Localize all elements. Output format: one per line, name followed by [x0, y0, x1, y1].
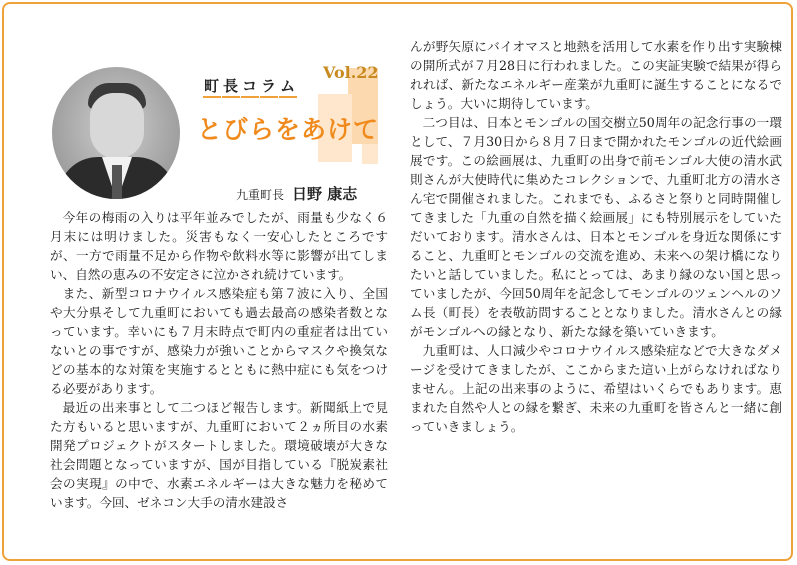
author-byline — [236, 183, 357, 204]
paragraph: 今年の梅雨の入りは平年並みでしたが、雨量も少なく６月末には明けました。災害もなく一安心したところですが、一方で雨量不足から作物や飲料水等に影響が出てしまい、自然の恵みの不安定さに泣かされ続けています。 — [50, 210, 388, 282]
author-role: 九重町長 — [236, 188, 285, 202]
paragraph: 二つ目は、日本とモンゴルの国交樹立50周年の記念行事の一環として、７月30日から８月７日まで開かれたモンゴルの近代絵画展です。この絵画展は、九重町の出身で前モンゴル大使の清水武則さんが大使時代に集めたコレクションで、九重町北方の清水さん宅で開催されました。これまでも、ふるさと祭りと同時開催してきました「九重の自然を描く絵画展」にも特別展示をしていただいております。清水さんは、日本とモンゴルを身近な関係にすること、九重町とモンゴルの交流を進め、未来への架け橋になりたいと話していました。私にとっては、あまり縁のない国と思っていましたが、今回50周年を記念してモンゴルのツェンヘルのソム長（町長）を表敬訪問することとなりました。清水さんとの縁がモンゴルへの縁となり、新たな縁を築いていきます。 — [410, 115, 782, 339]
right-text-column — [410, 37, 782, 436]
volume-number: Vol.22 — [323, 63, 379, 82]
paragraph: 最近の出来事として二つほど報告します。新聞紙上で見た方もいると思いますが、九重町において２ヵ所目の水素開発プロジェクトがスタートしました。環境破壊が大きな社会問題となっていますが、国が目指している『脱炭素社会の実現』の中で、水素エネルギーは大きな魅力を秘めています。今回、ゼネコン大手の清水建設さ — [50, 400, 388, 510]
left-text-column — [50, 208, 388, 512]
column-label: 町 長 コ ラ ム — [203, 75, 298, 98]
column-title: とびらをあけて — [197, 115, 380, 144]
paragraph: んが野矢原にバイオマスと地熱を活用して水素を作り出す実験棟の開所式が７月28日に行われました。この実証実験で結果が得られれば、新たなエネルギー産業が九重町に誕生することになるでしょう。大いに期待しています。 — [410, 39, 782, 111]
paragraph: 九重町は、人口減少やコロナウイルス感染症などで大きなダメージを受けてきましたが、ここからまた這い上がらなければなりません。上記の出来事のように、希望はいくらでもあります。恵まれた自然や人との縁を繋ぎ、未来の九重町を皆さんと一緒に創っていきましょう。 — [410, 343, 782, 434]
author-name: 日野 康志 — [292, 185, 358, 203]
mayor-portrait — [52, 67, 180, 199]
decorative-block — [362, 144, 378, 164]
paragraph: また、新型コロナウイルス感染症も第７波に入り、全国や大分県そして九重町においても過去最高の感染者数となっています。幸いにも７月末時点で町内の重症者は出ていないとの事ですが、感染力が強いことからマスクや換気などの基本的な対策を実施するとともに熱中症にも気をつける必要があります。 — [50, 286, 388, 396]
